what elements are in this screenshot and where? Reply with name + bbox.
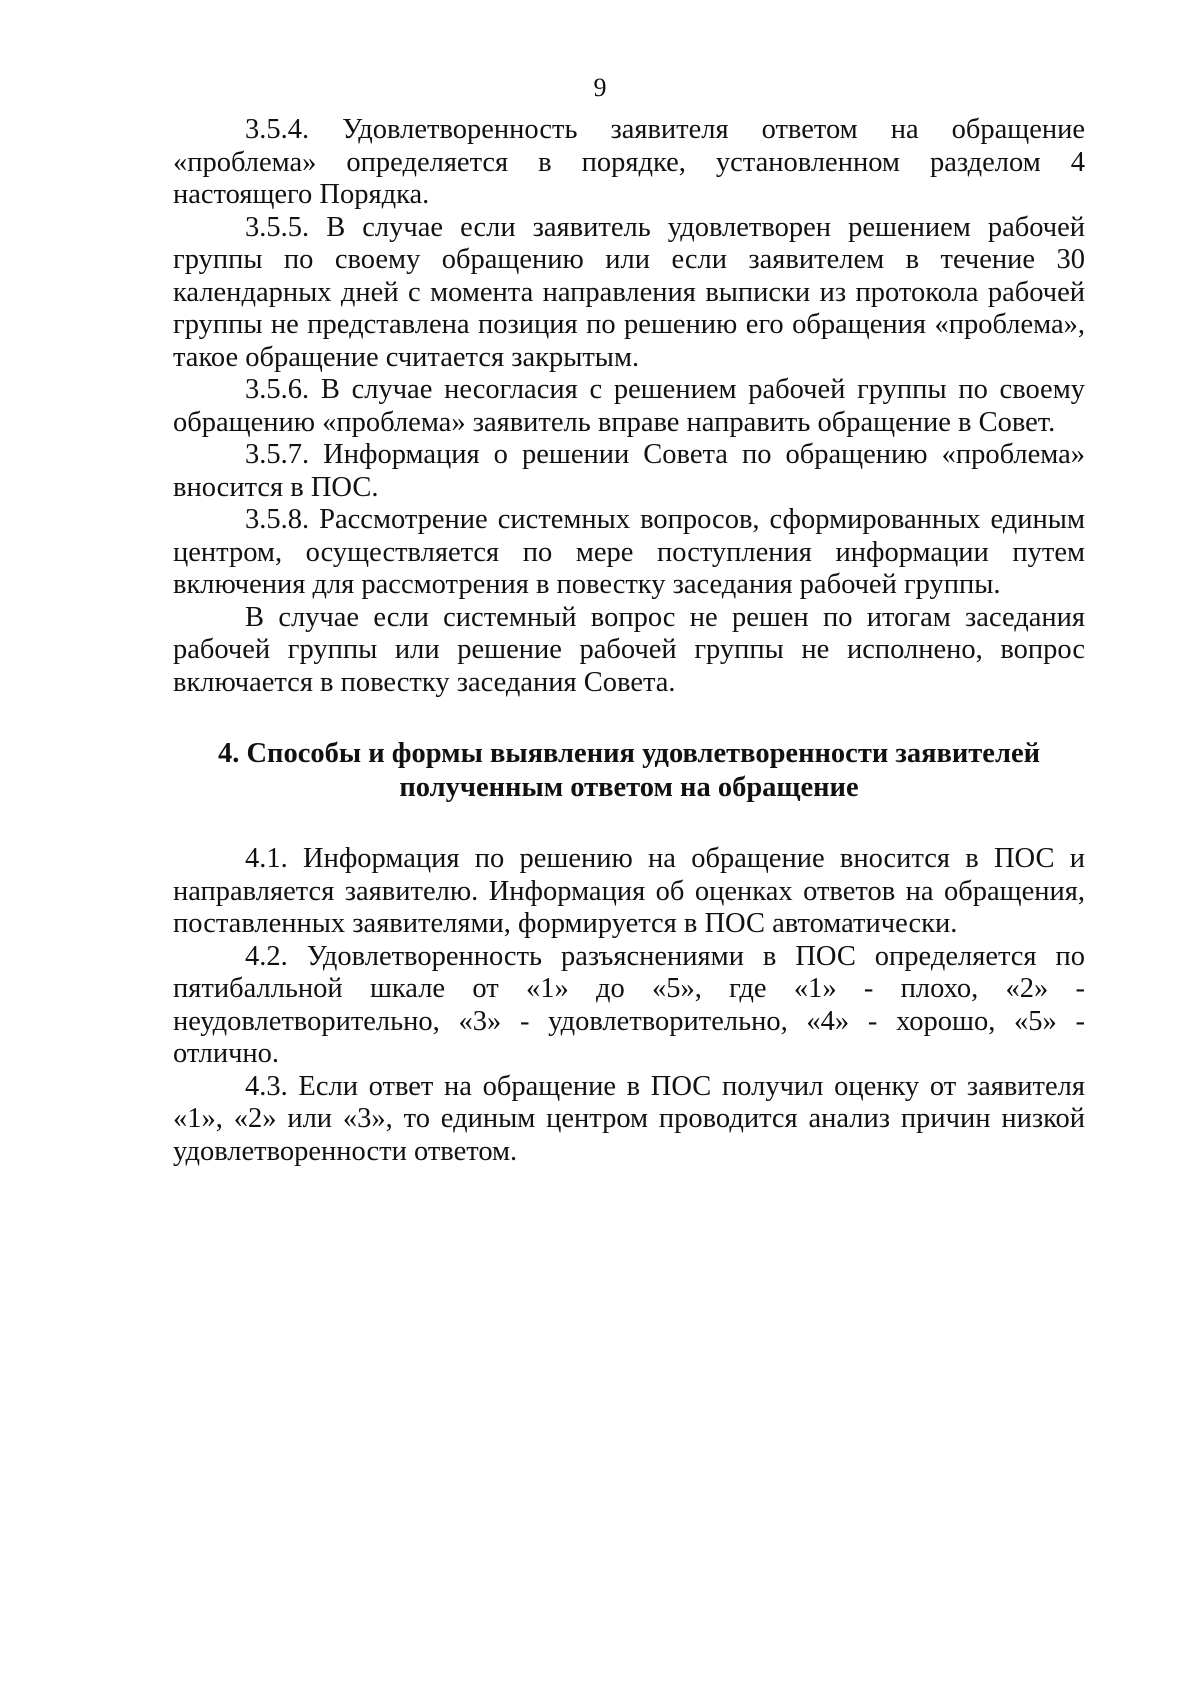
section-heading-line-2: полученным ответом на обращение xyxy=(399,772,859,803)
paragraph-4-3: 4.3. Если ответ на обращение в ПОС получил оценку от заявителя «1», «2» или «3», то единым центром проводится анализ причин низкой удовлетворенности ответом. xyxy=(173,1070,1085,1167)
paragraph-4-2: 4.2. Удовлетворенность разъяснениями в ПОС определяется по пятибалльной шкале от «1» до «5», где «1» - плохо, «2» - неудовлетворительно, «3» - удовлетворительно, «4» - хорошо, «5» - отлично. xyxy=(173,940,1085,1069)
paragraph-3-5-8-continued: В случае если системный вопрос не решен по итогам заседания рабочей группы или решение рабочей группы не исполнено, вопрос включается в повестку заседания Совета. xyxy=(173,601,1085,698)
section-4-heading xyxy=(173,737,1085,805)
paragraph-3-5-6: 3.5.6. В случае несогласия с решением рабочей группы по своему обращению «проблема» заявитель вправе направить обращение в Совет. xyxy=(173,374,1085,438)
paragraph-3-5-8: 3.5.8. Рассмотрение системных вопросов, сформированных единым центром, осуществляется по мере поступления информации путем включения для рассмотрения в повестку заседания рабочей группы. xyxy=(173,504,1085,600)
page-number: 9 xyxy=(593,73,607,102)
section-heading-line-1: 4. Способы и формы выявления удовлетворенности заявителей xyxy=(217,738,1041,769)
paragraph-3-5-4: 3.5.4. Удовлетворенность заявителя ответом на обращение «проблема» определяется в порядке, установленном разделом 4 настоящего Порядка. xyxy=(173,114,1085,210)
paragraph-4-1: 4.1. Информация по решению на обращение вносится в ПОС и направляется заявителю. Информация об оценках ответов на обращения, поставленных заявителями, формируется в ПОС автоматически. xyxy=(173,843,1085,939)
document-body xyxy=(173,114,1085,1168)
paragraph-3-5-5: 3.5.5. В случае если заявитель удовлетворен решением рабочей группы по своему обращению или если заявителем в течение 30 календарных дней с момента направления выписки из протокола рабочей группы не представлена позиция по решению его обращения «проблема», такое обращение считается закрытым. xyxy=(173,211,1085,373)
paragraph-3-5-7: 3.5.7. Информация о решении Совета по обращению «проблема» вносится в ПОС. xyxy=(173,439,1085,503)
